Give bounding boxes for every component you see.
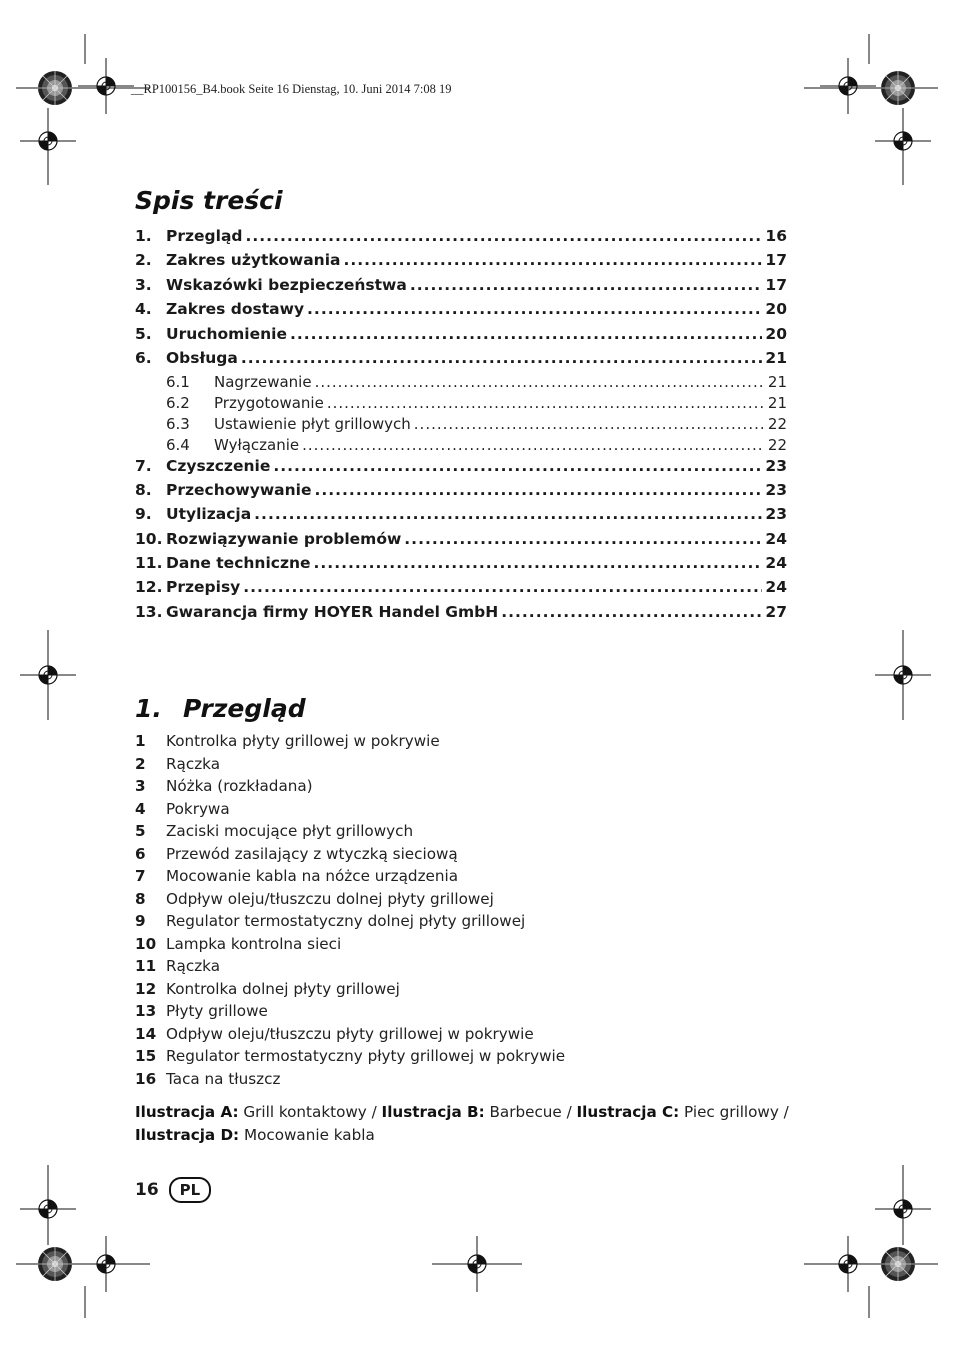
toc-entry-number: 7.	[135, 456, 152, 475]
toc-entry-page: 27	[765, 602, 787, 621]
list-item	[135, 912, 795, 935]
toc-entry-page: 22	[767, 435, 787, 454]
part-number: 15	[135, 1047, 157, 1065]
illustration-d-text: Mocowanie kabla	[239, 1125, 375, 1144]
illustration-c-text: Piec grillowy /	[679, 1103, 789, 1121]
toc-entry-page: 21	[765, 348, 787, 367]
toc-leader-dots	[343, 251, 762, 269]
toc-entry-number: 4.	[135, 300, 152, 319]
list-item	[135, 755, 795, 778]
list-item	[135, 1047, 795, 1070]
part-label: Regulator termostatyczny płyty grillowej w pokrywie	[166, 1047, 566, 1065]
part-label: Lampka kontrolna sieci	[166, 934, 342, 953]
toc-entry-page: 20	[765, 324, 787, 343]
toc-entry-label: Przegląd	[166, 227, 243, 245]
part-label: Kontrolka dolnej płyty grillowej	[166, 979, 400, 998]
toc-entry	[135, 325, 787, 349]
toc-entry	[135, 227, 787, 251]
list-item	[135, 845, 795, 868]
toc-leader-dots	[307, 300, 762, 318]
toc-entry-number: 6.1	[166, 373, 190, 392]
toc-entry-page: 21	[767, 373, 787, 392]
toc-entry-number: 6.2	[166, 394, 190, 413]
toc-entry-label: Rozwiązywanie problemów	[166, 529, 402, 548]
list-item	[135, 1002, 795, 1025]
list-item	[135, 935, 795, 958]
part-label: Regulator termostatyczny dolnej płyty grillowej	[166, 912, 526, 930]
toc-entry-label: Zakres dostawy	[166, 300, 305, 319]
part-label: Płyty grillowe	[166, 1002, 268, 1020]
part-label: Taca na tłuszcz	[166, 1069, 281, 1088]
list-item	[135, 822, 795, 845]
toc-leader-dots	[314, 554, 763, 572]
toc-leader-dots	[290, 325, 762, 343]
toc-title: Spis treści	[135, 186, 283, 215]
part-label: Rączka	[166, 957, 221, 975]
toc-entry-label: Uruchomienie	[166, 324, 287, 343]
section-heading	[135, 694, 306, 723]
part-number: 9	[135, 912, 146, 930]
toc-entry	[135, 603, 787, 627]
part-number: 12	[135, 979, 157, 998]
toc-entry	[135, 578, 787, 602]
illustrations-caption	[135, 1101, 800, 1146]
toc-entry-number: 12.	[135, 578, 163, 597]
toc-entry-label: Dane techniczne	[166, 554, 311, 573]
part-number: 11	[135, 957, 157, 975]
list-item	[135, 777, 795, 800]
toc-entry-number: 3.	[135, 275, 152, 294]
part-number: 5	[135, 822, 146, 840]
table-of-contents	[135, 227, 787, 627]
toc-leader-dots	[410, 276, 763, 294]
part-label: Kontrolka płyty grillowej w pokrywie	[166, 732, 440, 750]
page-number: 16	[135, 1180, 159, 1200]
illustration-b-text: Barbecue /	[484, 1103, 577, 1121]
toc-entry-page: 17	[765, 275, 787, 294]
part-label: Zaciski mocujące płyt grillowych	[166, 822, 414, 840]
list-item	[135, 980, 795, 1003]
toc-entry-number: 8.	[135, 480, 152, 499]
list-item	[135, 1025, 795, 1048]
part-label: Mocowanie kabla na nóżce urządzenia	[166, 867, 459, 885]
illustration-a-text: Grill kontaktowy /	[238, 1103, 382, 1121]
language-badge: PL	[169, 1177, 212, 1203]
toc-leader-dots	[404, 530, 762, 548]
part-number: 13	[135, 1002, 157, 1020]
parts-list	[135, 732, 795, 1092]
toc-entry-number: 10.	[135, 529, 163, 548]
toc-entry-label: Ustawienie płyt grillowych	[214, 414, 411, 433]
toc-leader-dots	[243, 578, 762, 596]
toc-entry-number: 2.	[135, 251, 152, 270]
illustration-b-label: Ilustracja B:	[381, 1103, 485, 1121]
part-number: 1	[135, 732, 146, 750]
page-footer	[135, 1177, 211, 1203]
toc-entry-page: 23	[765, 505, 787, 524]
part-number: 7	[135, 867, 146, 885]
toc-entry-label: Nagrzewanie	[214, 373, 312, 392]
toc-entry-label: Gwarancja firmy HOYER Handel GmbH	[166, 602, 499, 621]
toc-entry-number: 6.	[135, 348, 152, 367]
toc-entry	[135, 349, 787, 373]
toc-leader-dots	[414, 415, 765, 433]
toc-entry	[135, 373, 787, 394]
illustration-c-label: Ilustracja C:	[576, 1103, 680, 1121]
part-label: Odpływ oleju/tłuszczu dolnej płyty grillowej	[166, 889, 494, 908]
toc-entry-label: Przepisy	[166, 578, 241, 597]
toc-entry	[135, 481, 787, 505]
toc-entry-page: 23	[765, 456, 787, 475]
toc-entry-label: Obsługa	[166, 348, 238, 367]
part-label: Odpływ oleju/tłuszczu płyty grillowej w pokrywie	[166, 1024, 534, 1043]
toc-leader-dots	[246, 227, 763, 245]
toc-entry-page: 16	[765, 227, 787, 245]
toc-entry-page: 17	[765, 251, 787, 270]
toc-entry-label: Przygotowanie	[214, 394, 324, 413]
toc-leader-dots	[501, 603, 762, 621]
list-item	[135, 800, 795, 823]
toc-entry-number: 13.	[135, 602, 163, 621]
toc-leader-dots	[241, 349, 763, 367]
toc-entry-page: 24	[765, 578, 787, 597]
toc-entry-number: 5.	[135, 324, 152, 343]
toc-entry-number: 6.4	[166, 435, 190, 454]
toc-entry	[135, 436, 787, 457]
part-number: 4	[135, 799, 146, 818]
toc-entry	[135, 530, 787, 554]
part-label: Nóżka (rozkładana)	[166, 777, 313, 795]
section-title: Przegląd	[183, 694, 306, 723]
toc-entry	[135, 415, 787, 436]
toc-entry-page: 24	[765, 554, 787, 573]
toc-entry-page: 20	[765, 300, 787, 319]
toc-leader-dots	[315, 373, 765, 391]
part-number: 10	[135, 934, 157, 953]
toc-entry-number: 9.	[135, 505, 152, 524]
toc-entry	[135, 505, 787, 529]
toc-entry-label: Czyszczenie	[166, 456, 271, 475]
toc-entry	[135, 276, 787, 300]
part-number: 8	[135, 889, 146, 908]
toc-entry-page: 23	[765, 480, 787, 499]
list-item	[135, 890, 795, 913]
part-label: Przewód zasilający z wtyczką sieciową	[166, 844, 458, 863]
list-item	[135, 732, 795, 755]
toc-entry-number: 11.	[135, 554, 163, 573]
section-number: 1.	[135, 694, 162, 723]
toc-leader-dots	[273, 457, 762, 475]
toc-entry	[135, 554, 787, 578]
toc-entry-page: 21	[767, 394, 787, 413]
toc-entry	[135, 394, 787, 415]
toc-entry-page: 22	[767, 414, 787, 433]
illustration-d-label: Ilustracja D:	[135, 1125, 240, 1144]
toc-entry-label: Zakres użytkowania	[166, 251, 341, 270]
illustration-a-label: Ilustracja A:	[135, 1103, 239, 1121]
part-number: 6	[135, 844, 146, 863]
toc-entry-label: Przechowywanie	[166, 480, 312, 499]
part-label: Pokrywa	[166, 799, 230, 818]
part-number: 2	[135, 754, 146, 773]
toc-entry	[135, 300, 787, 324]
print-slug: __RP100156_B4.book Seite 16 Dienstag, 10. Juni 2014 7:08 19	[131, 82, 452, 96]
toc-entry-number: 1.	[135, 227, 152, 245]
list-item	[135, 1070, 795, 1093]
part-number: 16	[135, 1069, 157, 1088]
list-item	[135, 867, 795, 890]
toc-entry-number: 6.3	[166, 414, 190, 433]
toc-leader-dots	[314, 481, 762, 499]
toc-leader-dots	[327, 394, 765, 412]
part-number: 14	[135, 1024, 157, 1043]
toc-leader-dots	[302, 436, 765, 454]
toc-leader-dots	[254, 505, 762, 523]
toc-entry-page: 24	[765, 529, 787, 548]
toc-entry	[135, 457, 787, 481]
toc-entry-label: Wskazówki bezpieczeństwa	[166, 275, 407, 294]
toc-entry-label: Wyłączanie	[214, 435, 300, 454]
toc-entry	[135, 251, 787, 275]
list-item	[135, 957, 795, 980]
part-number: 3	[135, 777, 146, 795]
toc-entry-label: Utylizacja	[166, 505, 252, 524]
part-label: Rączka	[166, 754, 221, 773]
